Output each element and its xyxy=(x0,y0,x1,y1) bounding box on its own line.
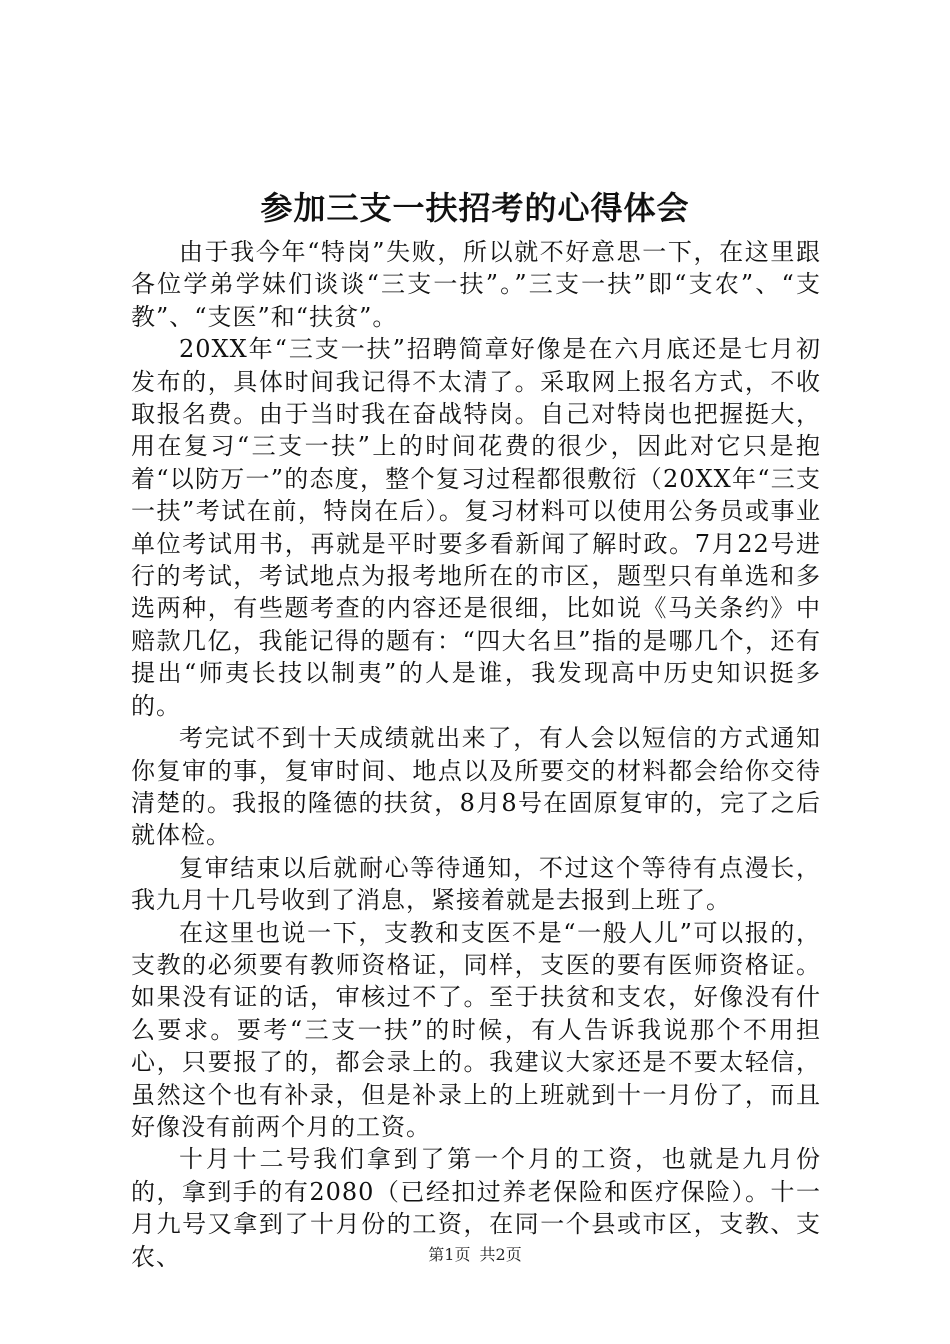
paragraph: 复审结束以后就耐心等待通知，不过这个等待有点漫长，我九月十几号收到了消息，紧接着就是去报到上班了。 xyxy=(131,853,821,915)
paragraph: 考完试不到十天成绩就出来了，有人会以短信的方式通知你复审的事，复审时间、地点以及所要交的材料都会给你交待清楚的。我报的隆德的扶贫，8月8号在固原复审的，完了之后就体检。 xyxy=(131,724,821,850)
page-total: 共2页 xyxy=(479,1245,522,1264)
document-title: 参加三支一扶招考的心得体会 xyxy=(260,189,690,227)
paragraph: 由于我今年“特岗”失败，所以就不好意思一下，在这里跟各位学弟学妹们谈谈“三支一扶”。”三支一扶”即“支农”、“支教”、“支医”和“扶贫”。 xyxy=(131,238,821,331)
page-footer xyxy=(0,1244,950,1266)
page-number: 第1页 xyxy=(428,1245,471,1264)
paragraph: 在这里也说一下，支教和支医不是“一般人儿”可以报的，支教的必须要有教师资格证，同样，支医的要有医师资格证。如果没有证的话，审核过不了。至于扶贫和支农，好像没有什么要求。要考“三支一扶”的时候，有人告诉我说那个不用担心，只要报了的，都会录上的。我建议大家还是不要太轻信，虽然这个也有补录，但是补录上的上班就到十一月份了，而且好像没有前两个月的工资。 xyxy=(131,918,821,1141)
paragraph: 十月十二号我们拿到了第一个月的工资，也就是九月份的，拿到手的有2080（已经扣过养老保险和医疗保险）。十一月九号又拿到了十月份的工资，在同一个县或市区，支教、支农、 xyxy=(131,1145,821,1271)
document-body xyxy=(131,236,821,1273)
paragraph: 20XX年“三支一扶”招聘简章好像是在六月底还是七月初发布的，具体时间我记得不太清了。采取网上报名方式，不收取报名费。由于当时我在奋战特岗。自己对特岗也把握挺大，用在复习“三支一扶”上的时间花费的很少，因此对它只是抱着“以防万一”的态度，整个复习过程都很敷衍（20XX年“三支一扶”考试在前，特岗在后）。复习材料可以使用公务员或事业单位考试用书，再就是平时要多看新闻了解时政。7月22号进行的考试，考试地点为报考地所在的市区，题型只有单选和多选两种，有些题考查的内容还是很细，比如说《马关条约》中赔款几亿，我能记得的题有：“四大名旦”指的是哪几个，还有提出“师夷长技以制夷”的人是谁，我发现高中历史知识挺多的。 xyxy=(131,335,821,720)
